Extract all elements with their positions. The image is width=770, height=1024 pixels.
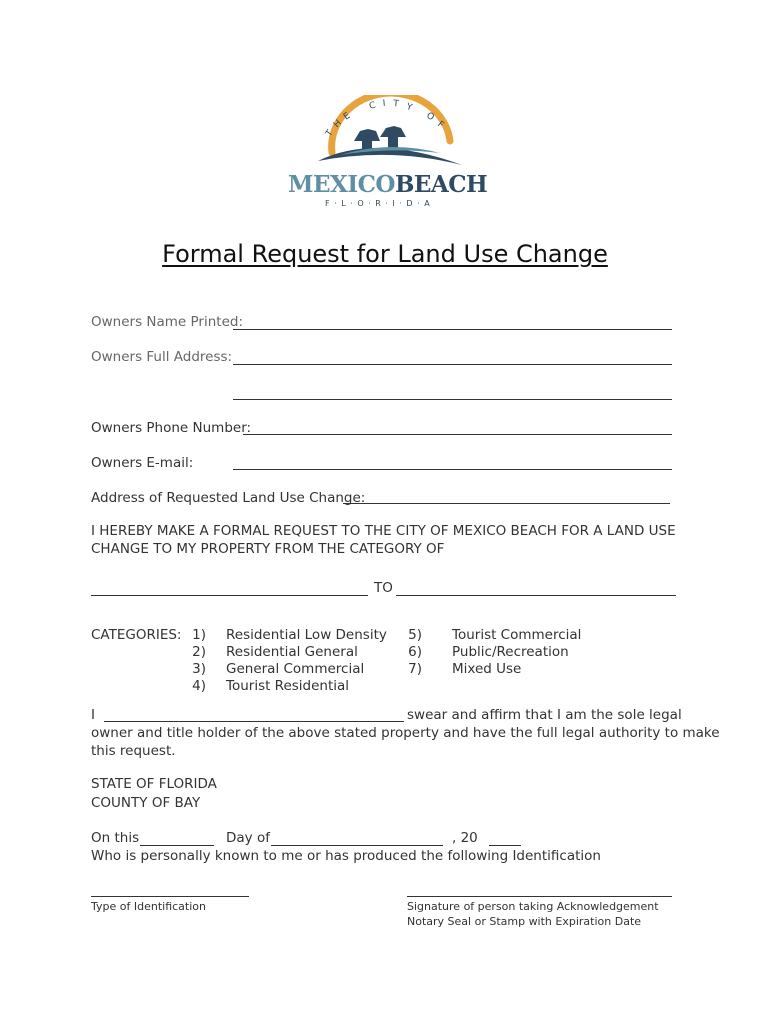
svg-text:T: T [324,128,336,139]
svg-text:T: T [392,99,400,110]
owners-name-field[interactable] [233,329,672,330]
category-item: 5) Tourist Commercial [408,627,582,643]
affirmation-suffix: swear and affirm that I am the sole legal [407,707,682,723]
request-statement [91,522,676,558]
requested-address-label: Address of Requested Land Use Change: [91,490,366,506]
affirmation-prefix: I [91,707,95,723]
page-title: Formal Request for Land Use Change [162,240,608,268]
request-line-1: I HEREBY MAKE A FORMAL REQUEST TO THE CITY OF MEXICO BEACH FOR A LAND USE [91,523,676,539]
request-line-2: CHANGE TO MY PROPERTY FROM THE CATEGORY OF [91,541,445,557]
requested-address-field[interactable] [343,503,670,504]
from-category-field[interactable] [91,595,368,596]
to-category-field[interactable] [396,595,676,596]
logo-wordmark [288,171,488,198]
identification-type-label: Type of Identification [91,900,206,913]
owners-name-label: Owners Name Printed: [91,314,244,330]
svg-text:F: F [435,119,446,131]
owners-address-label: Owners Full Address: [91,349,233,365]
notary-seal-label: Notary Seal or Stamp with Expiration Date [407,915,642,928]
affirmation-name-field[interactable] [104,721,404,722]
logo-name-beach: BEACH [394,171,488,198]
category-item: 4) Tourist Residential [192,678,350,694]
month-field[interactable] [271,845,443,846]
svg-text:O: O [424,110,436,124]
category-item: 1) Residential Low Density [192,627,387,643]
affirmation-line-3: this request. [91,743,176,759]
category-item: 7) Mixed Use [408,661,522,677]
notary-signature-field[interactable] [407,896,672,897]
on-this-label: On this [91,830,140,846]
svg-text:I: I [382,98,386,109]
category-item: 6) Public/Recreation [408,644,569,660]
identification-type-field[interactable] [91,896,249,897]
owners-email-field[interactable] [233,469,672,470]
day-field[interactable] [140,845,214,846]
logo-name-mexico: MEXICO [288,171,395,198]
svg-text:E: E [341,111,353,123]
year-label: , 20 [452,830,478,846]
category-item: 3) General Commercial [192,661,365,677]
known-statement: Who is personally known to me or has produced the following Identification [91,848,601,864]
svg-text:C: C [368,100,377,112]
owners-email-label: Owners E-mail: [91,455,194,471]
to-label: TO [374,580,393,596]
owners-address-field-2[interactable] [233,399,672,400]
logo-state: F · L · O · R · I · D · A [325,199,431,208]
category-item: 2) Residential General [192,644,358,660]
notary-signature-label: Signature of person taking Acknowledgement [407,900,659,913]
county-label: COUNTY OF BAY [91,795,201,811]
owners-address-field-1[interactable] [233,364,672,365]
categories-label: CATEGORIES: [91,627,182,643]
affirmation-line-2: owner and title holder of the above stated property and have the full legal authority to make [91,725,720,741]
owners-phone-label: Owners Phone Number: [91,420,252,436]
year-field[interactable] [489,845,521,846]
owners-phone-field[interactable] [243,434,672,435]
svg-text:H: H [332,118,344,131]
day-of-label: Day of [226,830,270,846]
svg-text:Y: Y [405,102,414,114]
state-label: STATE OF FLORIDA [91,776,217,792]
city-logo [280,95,490,215]
